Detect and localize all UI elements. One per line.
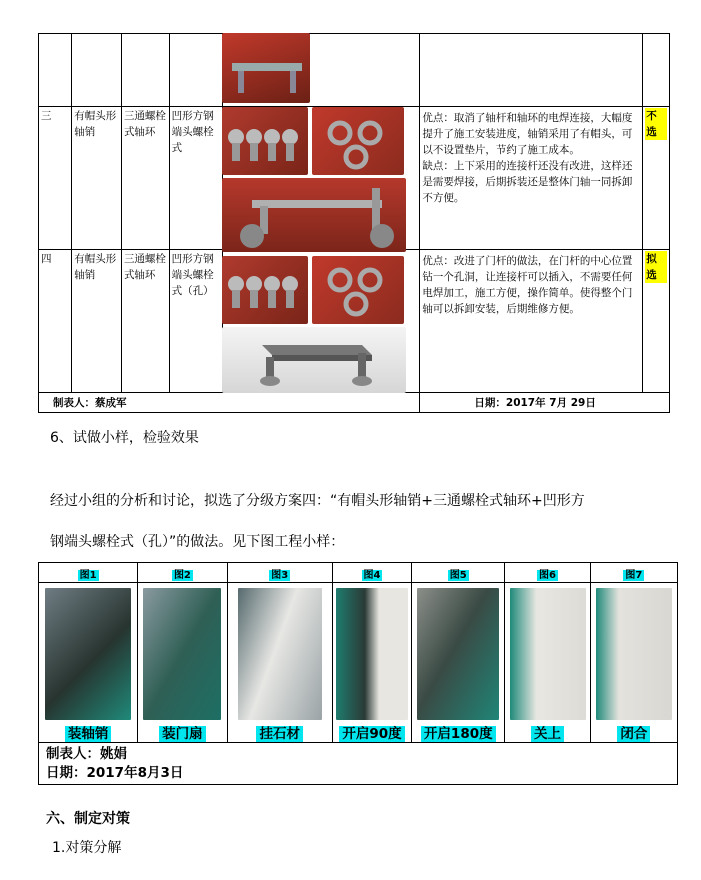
pins-image [222,256,308,324]
cell-pin: 有帽头形轴销 [72,250,122,393]
photo-caption: 挂石材 [256,726,303,742]
paragraph-line-1: 经过小组的分析和讨论，拟选了分级方案四：“有帽头形轴销+三通螺栓式轴环+凹形方 [50,493,585,509]
row-number: 三 [39,107,72,250]
photo-caption: 装门扇 [159,726,206,742]
photo-caption: 装轴销 [65,726,112,742]
collars-photo-2 [312,256,404,324]
verdict-badge: 不选 [645,108,667,140]
table-date: 日期：2017年 7月 29日 [474,396,596,409]
site-photo [336,588,408,720]
figure-label: 图5 [449,570,467,581]
cell-collar: 三通螺栓式轴环 [121,250,169,393]
pins-image [222,107,308,175]
table2-date: 日期：2017年8月3日 [46,764,184,781]
cell-end: 凹形方钢端头螺栓式 [169,107,222,250]
site-photo [238,588,322,720]
render-3d-photo [222,327,406,393]
table2-maker: 制表人：姚娟 [46,745,127,762]
assembly-photo [222,178,406,252]
cell-evaluation [420,250,643,393]
pins-photo-2 [222,256,308,324]
cell-evaluation [420,107,643,250]
hinge-bar-photo [222,33,310,103]
render-3d-image [222,327,406,393]
subheading-breakdown: 1.对策分解 [52,840,122,856]
heading-countermeasures: 六、制定对策 [46,811,130,827]
pins-photo-1 [222,107,308,175]
verdict-badge: 拟选 [645,251,667,283]
table-footer-row [39,393,670,413]
sample-photo-table [38,562,678,785]
site-photo [143,588,221,720]
photo-caption: 开启90度 [339,726,404,742]
row-number: 四 [39,250,72,393]
figure-label: 图7 [625,570,643,581]
cell-end: 凹形方钢端头螺栓式（孔） [169,250,222,393]
cell-collar: 三通螺栓式轴环 [121,107,169,250]
figure-label: 图6 [539,570,557,581]
figure-label: 图2 [173,570,191,581]
site-photo [417,588,499,720]
figure-label: 图1 [79,570,97,581]
photo-caption: 关上 [531,726,564,742]
photo-caption: 开启180度 [421,726,496,742]
disadvantages-text: 缺点：上下采用的连接杆还没有改进，这样还是需要焊接，后期拆装还是整体门轴一同拆卸不方便。 [422,160,633,204]
table2-footer-row [39,743,678,785]
collars-photo-1 [312,107,404,175]
table-row-top [39,34,670,107]
assembly-image [222,178,406,252]
site-photo [596,588,672,720]
hinge-bar-image [222,33,310,103]
section-title-trial: 6、试做小样，检验效果 [50,430,199,446]
advantages-text: 优点：改进了门杆的做法，在门杆的中心位置钻一个孔洞，让连接杆可以插入，不需要任何电焊加工，施工方便，操作简单。使得整个门轴可以拆卸安装，后期维修方便。 [422,255,633,315]
advantages-text: 优点：取消了轴杆和轴环的电焊连接，大幅度提升了施工安装进度，轴销采用了有帽头，可以不设置垫片，节约了施工成本。 [422,112,633,156]
figure-label-row [39,563,678,583]
collars-image [312,256,404,324]
site-photo [45,588,131,720]
figure-label: 图4 [363,570,381,581]
photo-caption: 闭合 [617,726,650,742]
table-maker: 制表人：蔡成军 [53,396,127,409]
site-photo [510,588,586,720]
figure-label: 图3 [271,570,289,581]
photo-row [39,583,678,743]
paragraph-line-2: 钢端头螺栓式（孔）”的做法。见下图工程小样： [50,534,345,550]
cell-pin: 有帽头形轴销 [72,107,122,250]
collars-image [312,107,404,175]
